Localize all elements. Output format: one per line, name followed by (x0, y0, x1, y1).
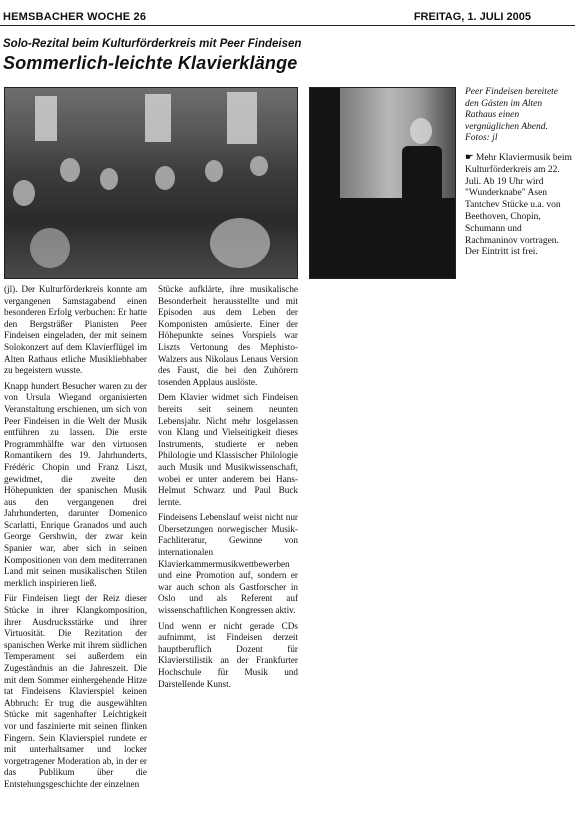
issue-date: FREITAG, 1. JULI 2005 (413, 11, 531, 23)
article-kicker: Solo-Rezital beim Kulturförderkreis mit Peer Findeisen (3, 38, 302, 50)
sidebar-note: ☛ Mehr Klaviermusik beim Kulturförderkreis am 22. Juli. Ab 19 Uhr wird "Wunderknabe" Asen Tantchev Stücke u.a. von Beethoven, Chopin, Schumann und Rachmaninov vortragen. Der Eintritt ist frei. (465, 153, 572, 258)
paragraph: Für Findeisen liegt der Reiz dieser Stücke in ihrer Klangkomposition, ihrer Ausdrucksstärke und ihrer Virtuosität. Die Rezitation der spanischen Werke mit ihrem südlichen Temperament sei außerdem ein Zugeständnis an die Jahreszeit. Die mit dem Sommer einhergehende Hitze tat Findeisens Klavierspiel keinen Abbruch: Er trug die ausgewählten Stücke mit sagenhafter Leichtigkeit vor und faszinierte mit seinen flinken Fingern. Sein Klavierspiel rundete er mit unterhaltsamer und locker vorgetragener Moderation ab, in der er das Publikum über die Entstehungsgeschichte der einzelnen (4, 593, 147, 789)
photo-caption: Peer Findeisen bereitete den Gästen im Alten Rathaus einen vergnüglichen Abend. Fotos: jl (465, 87, 559, 143)
pianist-photo (309, 87, 456, 279)
article-column-2 (158, 284, 298, 690)
article-column-1 (4, 284, 147, 791)
paragraph: Stücke aufklärte, ihre musikalische Besonderheit herausstellte und mit Episoden aus dem Leben der Komponisten amüsierte. Einer der Höhepunkte seines Vorspiels war Liszts Vertonung des Mephisto-Walzers aus Nikolaus Lenaus Version des Faust, die bei den Zuhörern tosenden Applaus auslöste. (158, 284, 298, 387)
paragraph: Und wenn er nicht gerade CDs aufnimmt, ist Findeisen derzeit hauptberuflich Dozent für Klavierstilistik an der Frankfurter Hochschule für Musik und Darstellende Kunst. (158, 620, 298, 689)
paragraph: (jl). Der Kulturförderkreis konnte am vergangenen Samstagabend einen besonderen Erfolg verbuchen: Er hatte den Bergsträßer Pianisten Peer Findeisen eingeladen, der mit seinem Solokonzert auf dem Klavierflügel im Alten Rathaus etliche Musikliebhaber zu begeistern wusste. (4, 284, 147, 376)
paragraph: Dem Klavier widmet sich Findeisen bereits seit seinem neunten Lebensjahr. Nicht mehr losgelassen von Klang und Vielseitigkeit dieses Instruments, studierte er neben Philologie und Klassischer Philologie auch Musik und Musikwissenschaft, wobei er unter anderem bei Hans-Helmut Schwarz und Paul Buck lernte. (158, 392, 298, 507)
header-rule (0, 25, 575, 26)
article-headline: Sommerlich-leichte Klavierklänge (3, 53, 298, 73)
paragraph: Findeisens Lebenslauf weist nicht nur Übersetzungen norwegischer Musik-Fachliteratur, Gewinne von internationalen Klavierkammermusikwettbewerben und eine Promotion auf, sondern er war auch schon als Gastforscher in Oslo und als Referent auf wissenschaftlichen Kongressen aktiv. (158, 512, 298, 616)
paragraph: Knapp hundert Besucher waren zu der von Ursula Wiegand organisierten Veranstaltung erschienen, um sich von Peer Findeisen in die Welt der Musik entführen zu lassen. Die erste Programmhälfte war den virtuosen Romantikern des 19. Jahrhunderts, Frédéric Chopin und Franz Liszt, gewidmet, die zweite den Höhepunkten der spanischen Musik aus den vergangenen drei Jahrhunderten, darunter Domenico Scarlatti, Enrique Granados und auch George Gershwin, der zwar kein Spanier war, aber sich in seinen Kompositionen von dem mediterranen Land mit seinen musikalischen Stilen merklich inspirieren ließ. (4, 380, 147, 588)
newspaper-name: HEMSBACHER WOCHE 26 (3, 11, 147, 23)
audience-photo (4, 87, 298, 279)
